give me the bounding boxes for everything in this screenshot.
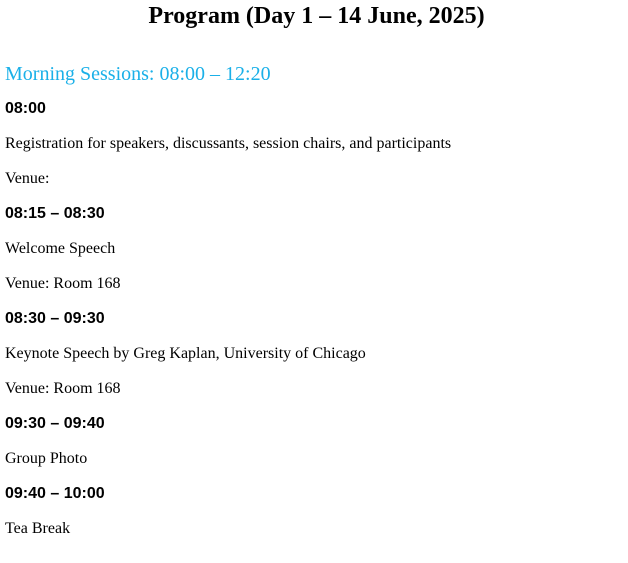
slot-venue: Venue: Room 168 [5, 380, 121, 397]
slot-description: Keynote Speech by Greg Kaplan, University of Chicago [5, 345, 366, 362]
slot-description: Group Photo [5, 450, 88, 467]
slot-time: 09:40 – 10:00 [5, 485, 105, 502]
slot-time: 08:30 – 09:30 [5, 310, 105, 327]
page-title: Program (Day 1 – 14 June, 2025) [148, 3, 485, 29]
slot-description: Welcome Speech [5, 240, 116, 257]
slot-description: Registration for speakers, discussants, session chairs, and participants [5, 135, 452, 152]
slot-venue: Venue: [5, 170, 50, 187]
program-page [0, 2, 628, 563]
schedule-list [5, 99, 628, 539]
section-heading-morning: Morning Sessions: 08:00 – 12:20 [5, 63, 271, 85]
slot-time: 09:30 – 09:40 [5, 415, 105, 432]
slot-time: 08:15 – 08:30 [5, 205, 105, 222]
slot-description: Tea Break [5, 520, 71, 537]
slot-time: 08:00 [5, 100, 46, 117]
slot-venue: Venue: Room 168 [5, 275, 121, 292]
